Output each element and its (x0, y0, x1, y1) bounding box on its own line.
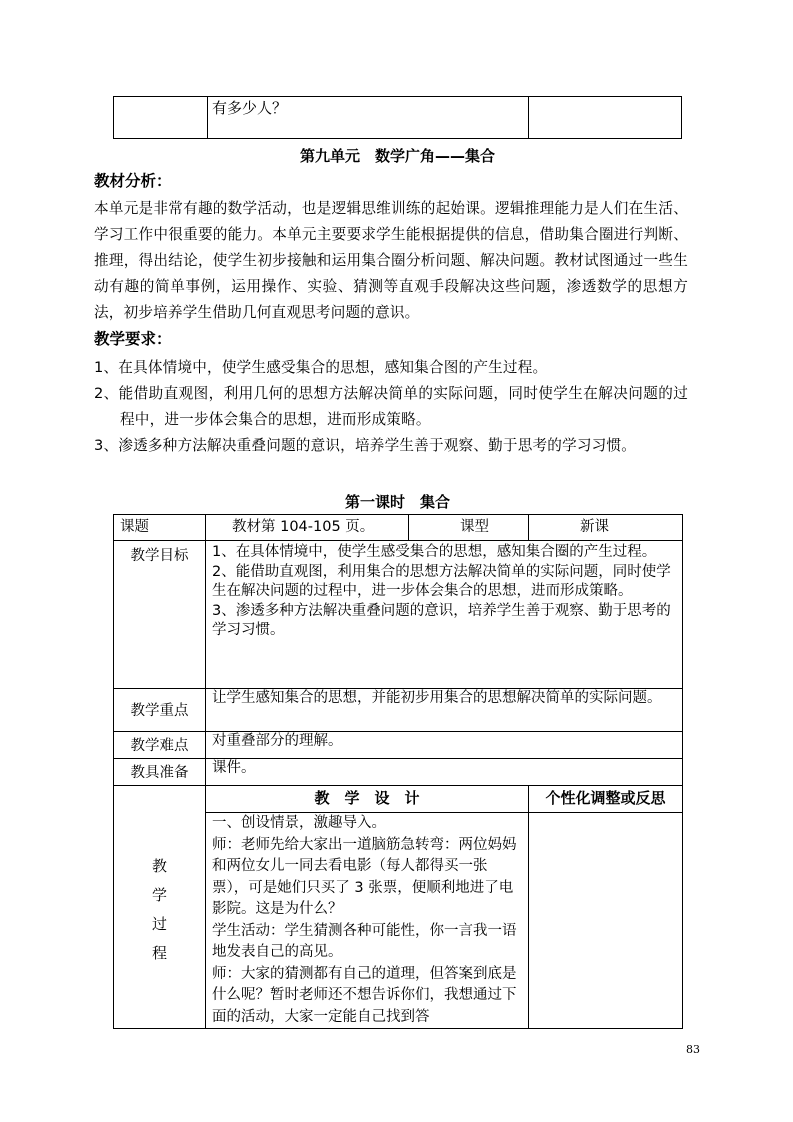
tools-row (114, 759, 683, 786)
requirements-heading: 教学要求： (94, 330, 172, 348)
difficulty-label: 教学难点 (130, 738, 189, 754)
tools-label-cell (114, 759, 206, 786)
topic-value-cell (206, 515, 409, 541)
lesson-plan-table (113, 514, 683, 1029)
goal-item: 1、在具体情境中，使学生感受集合的思想，感知集合圈的产生过程。 (212, 544, 657, 560)
process-label (114, 786, 205, 968)
type-label-cell (409, 515, 529, 541)
design-header-row (114, 786, 683, 813)
analysis-heading: 教材分析： (94, 172, 172, 190)
difficulty-value: 对重叠部分的理解。 (212, 733, 343, 749)
key-cell (206, 689, 683, 732)
goals-label-cell (114, 541, 206, 689)
analysis-paragraph: 本单元是非常有趣的数学活动，也是逻辑思维训练的起始课。逻辑推理能力是人们在生活、学习工作中很重要的能力。本单元主要要求学生能根据提供的信息，借助集合圈进行判断、推理，得出结论，使学生初步接触和运用集合圈分析问题、解决问题。教材试图通过一些生动有趣的简单事例，运用操作、实验、猜测等直观手段解决这些问题，渗透数学的思想方法，初步培养学生借助几何直观思考问题的意识。 (94, 200, 688, 321)
difficulty-cell (206, 732, 683, 759)
type-value-cell (529, 515, 683, 541)
requirement-item: 3、渗透多种方法解决重叠问题的意识，培养学生善于观察、勤于思考的学习习惯。 (94, 437, 637, 454)
reflection-header-cell (529, 786, 683, 813)
key-label-cell (114, 689, 206, 732)
key-label: 教学重点 (130, 703, 189, 719)
previous-table-fragment (113, 96, 682, 139)
key-value: 让学生感知集合的思想，并能初步用集合的思想解决简单的实际问题。 (212, 690, 662, 706)
topic-label: 课题 (120, 519, 149, 535)
goal-item: 3、渗透多种方法解决重叠问题的意识，培养学生善于观察、勤于思考的学习习惯。 (212, 602, 671, 639)
process-label-char: 学 (151, 886, 167, 904)
key-row (114, 689, 683, 732)
process-line: 师：老师先给大家出一道脑筋急转弯：两位妈妈和两位女儿一同去看电影（每人都得买一张票），可是她们只买了 3 张票，便顺利地进了电影院。这是为什么？ (212, 836, 517, 917)
requirements-list (94, 355, 688, 459)
tools-cell (206, 759, 683, 786)
question-cell (208, 97, 529, 139)
unit-title: 第九单元 数学广角——集合 (299, 147, 495, 165)
topic-label-cell (114, 515, 206, 541)
process-label-char: 过 (151, 915, 167, 933)
requirement-item: 1、在具体情境中，使学生感受集合的思想，感知集合图的产生过程。 (94, 359, 548, 376)
goals-label: 教学目标 (130, 548, 189, 564)
goal-item: 2、能借助直观图，利用集合的思想方法解决简单的实际问题，同时使学生在解决问题的过程中，进一步体会集合的思想，进而形成策略。 (212, 563, 671, 600)
process-line: 师：大家的猜测都有自己的道理，但答案到底是什么呢？暂时老师还不想告诉你们，我想通过下面的活动，大家一定能自己找到答 (212, 965, 517, 1025)
type-label: 课型 (460, 519, 489, 535)
lesson-title: 第一课时 集合 (344, 493, 450, 511)
empty-cell (114, 97, 208, 139)
topic-value: 教材第 104-105 页。 (232, 519, 375, 535)
tools-value: 课件。 (212, 760, 256, 776)
process-line: 一、创设情景，激趣导入。 (212, 815, 386, 831)
topic-row (114, 515, 683, 541)
process-label-char: 程 (151, 944, 167, 962)
page-number: 83 (686, 1043, 700, 1056)
design-header: 教 学 设 计 (314, 789, 420, 807)
difficulty-label-cell (114, 732, 206, 759)
goals-cell (206, 541, 683, 689)
type-value: 新课 (580, 519, 609, 535)
question-text: 有多少人？ (212, 99, 288, 117)
tools-label: 教具准备 (130, 765, 189, 781)
design-header-cell (206, 786, 529, 813)
process-label-cell (114, 786, 206, 1029)
process-cell (206, 813, 529, 1029)
process-line: 学生活动：学生猜测各种可能性，你一言我一语地发表自己的高见。 (212, 922, 517, 960)
requirement-item: 2、能借助直观图，利用几何的思想方法解决简单的实际问题，同时使学生在解决问题的过程中，进一步体会集合的思想，进而形成策略。 (94, 385, 688, 428)
difficulty-row (114, 732, 683, 759)
process-label-char: 教 (151, 857, 167, 875)
reflection-cell (529, 813, 683, 1029)
empty-cell (529, 97, 682, 139)
reflection-header: 个性化调整或反思 (545, 789, 666, 807)
goals-row (114, 541, 683, 689)
